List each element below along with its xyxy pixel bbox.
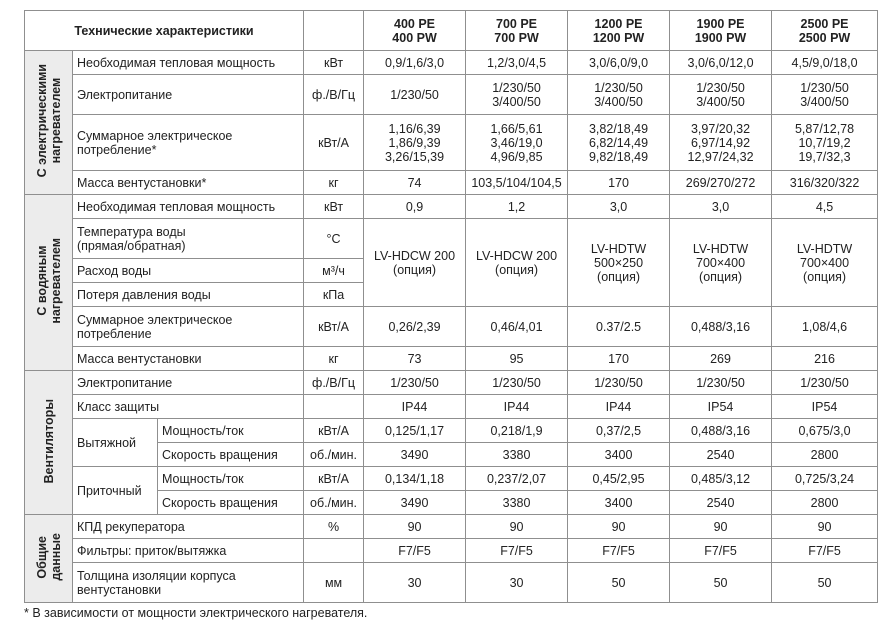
spec-table: [24, 10, 878, 603]
coil-cell: LV-HDTW 700×400 (опция): [670, 219, 772, 307]
row-unit: кВт: [304, 51, 364, 75]
table-row: [25, 515, 878, 539]
cell-value: 90: [466, 515, 568, 539]
group-label-text: С водяным нагревателем: [34, 238, 63, 324]
cell-value: 2800: [772, 491, 878, 515]
cell-value: 1/230/50: [670, 371, 772, 395]
table-row: [25, 219, 878, 259]
table-row: [25, 115, 878, 171]
row-unit: ф./В/Гц: [304, 75, 364, 115]
row-label: Класс защиты: [73, 395, 304, 419]
model-header: 2500 PE 2500 PW: [772, 11, 878, 51]
cell-value: IP54: [772, 395, 878, 419]
row-unit: °С: [304, 219, 364, 259]
row-unit: м³/ч: [304, 259, 364, 283]
model-header: 700 PE 700 PW: [466, 11, 568, 51]
row-label: КПД рекуператора: [73, 515, 304, 539]
cell-value: 3490: [364, 443, 466, 467]
table-row: [25, 563, 878, 603]
row-label: Толщина изоляции корпуса вентустановки: [73, 563, 304, 603]
model-header: 1900 PE 1900 PW: [670, 11, 772, 51]
cell-value: 2800: [772, 443, 878, 467]
footnote: * В зависимости от мощности электрического нагревателя.: [24, 606, 368, 620]
cell-value: 1,2/3,0/4,5: [466, 51, 568, 75]
cell-value: 269/270/272: [670, 171, 772, 195]
cell-value: 1/230/50: [364, 75, 466, 115]
cell-value: 216: [772, 347, 878, 371]
row-unit: кг: [304, 347, 364, 371]
cell-value: 50: [670, 563, 772, 603]
row-label: Масса вентустановки: [73, 347, 304, 371]
cell-value: 1/230/50: [772, 371, 878, 395]
row-label: Электропитание: [73, 75, 304, 115]
row-label: Мощность/ток: [158, 419, 304, 443]
group-label-fans: [25, 371, 73, 515]
cell-value: 103,5/104/104,5: [466, 171, 568, 195]
cell-value: 90: [364, 515, 466, 539]
row-label: Температура воды (прямая/обратная): [73, 219, 304, 259]
cell-value: 170: [568, 347, 670, 371]
table-row: [25, 195, 878, 219]
cell-value: F7/F5: [568, 539, 670, 563]
cell-value: 50: [772, 563, 878, 603]
table-title: Технические характеристики: [25, 11, 304, 51]
group-label-text: Общие данные: [34, 533, 63, 581]
table-row: [25, 371, 878, 395]
cell-value: 0,675/3,0: [772, 419, 878, 443]
group-label-water: [25, 195, 73, 371]
cell-value: IP54: [670, 395, 772, 419]
row-label: Суммарное электрическое потребление*: [73, 115, 304, 171]
cell-value: F7/F5: [364, 539, 466, 563]
row-unit: кВт/А: [304, 115, 364, 171]
row-unit: [304, 539, 364, 563]
table-row: [25, 171, 878, 195]
coil-cell: LV-HDCW 200 (опция): [466, 219, 568, 307]
cell-value: F7/F5: [670, 539, 772, 563]
cell-value: 1/230/50: [568, 371, 670, 395]
cell-value: 90: [772, 515, 878, 539]
row-unit: кг: [304, 171, 364, 195]
cell-value: IP44: [466, 395, 568, 419]
cell-value: 0,46/4,01: [466, 307, 568, 347]
row-label: Необходимая тепловая мощность: [73, 195, 304, 219]
row-unit: кВт: [304, 195, 364, 219]
cell-value: 0,488/3,16: [670, 419, 772, 443]
coil-cell: LV-HDTW 700×400 (опция): [772, 219, 878, 307]
subgroup-label-exhaust: Вытяжной: [73, 419, 158, 467]
cell-value: 3380: [466, 443, 568, 467]
cell-value: 50: [568, 563, 670, 603]
cell-value: 1,08/4,6: [772, 307, 878, 347]
header-row: [25, 11, 878, 51]
cell-value: 3,97/20,32 6,97/14,92 12,97/24,32: [670, 115, 772, 171]
cell-value: 0,725/3,24: [772, 467, 878, 491]
cell-value: 1,16/6,39 1,86/9,39 3,26/15,39: [364, 115, 466, 171]
spec-table-container: [24, 10, 878, 603]
row-unit: кВт/А: [304, 467, 364, 491]
cell-value: 1/230/50 3/400/50: [568, 75, 670, 115]
cell-value: 0,9: [364, 195, 466, 219]
cell-value: 3,0/6,0/12,0: [670, 51, 772, 75]
cell-value: 4,5: [772, 195, 878, 219]
cell-value: 30: [364, 563, 466, 603]
cell-value: 90: [670, 515, 772, 539]
cell-value: IP44: [364, 395, 466, 419]
row-label: Необходимая тепловая мощность: [73, 51, 304, 75]
coil-cell: LV-HDCW 200 (опция): [364, 219, 466, 307]
cell-value: 0,9/1,6/3,0: [364, 51, 466, 75]
group-label-electric: [25, 51, 73, 195]
row-label: Фильтры: приток/вытяжка: [73, 539, 304, 563]
cell-value: 0.37/2.5: [568, 307, 670, 347]
cell-value: 1/230/50 3/400/50: [772, 75, 878, 115]
cell-value: 73: [364, 347, 466, 371]
row-unit: %: [304, 515, 364, 539]
cell-value: 3,0: [568, 195, 670, 219]
table-row: [25, 75, 878, 115]
row-label: Электропитание: [73, 371, 304, 395]
cell-value: 3,0: [670, 195, 772, 219]
table-row: [25, 467, 878, 491]
group-label-general: [25, 515, 73, 603]
cell-value: 0,45/2,95: [568, 467, 670, 491]
row-label: Потеря давления воды: [73, 283, 304, 307]
cell-value: 2540: [670, 443, 772, 467]
table-row: [25, 419, 878, 443]
table-row: [25, 395, 878, 419]
cell-value: 0,26/2,39: [364, 307, 466, 347]
cell-value: 1,66/5,61 3,46/19,0 4,96/9,85: [466, 115, 568, 171]
cell-value: 1/230/50: [364, 371, 466, 395]
cell-value: 2540: [670, 491, 772, 515]
row-label: Мощность/ток: [158, 467, 304, 491]
cell-value: IP44: [568, 395, 670, 419]
cell-value: 1/230/50 3/400/50: [466, 75, 568, 115]
coil-cell: LV-HDTW 500×250 (опция): [568, 219, 670, 307]
table-row: [25, 51, 878, 75]
model-header: 1200 PE 1200 PW: [568, 11, 670, 51]
row-label: Суммарное электрическое потребление: [73, 307, 304, 347]
row-unit: ф./В/Гц: [304, 371, 364, 395]
cell-value: 1/230/50 3/400/50: [670, 75, 772, 115]
cell-value: 3,0/6,0/9,0: [568, 51, 670, 75]
row-label: Масса вентустановки*: [73, 171, 304, 195]
row-unit: мм: [304, 563, 364, 603]
cell-value: 3400: [568, 491, 670, 515]
row-label: Расход воды: [73, 259, 304, 283]
unit-header: [304, 11, 364, 51]
cell-value: 316/320/322: [772, 171, 878, 195]
cell-value: 0,237/2,07: [466, 467, 568, 491]
cell-value: F7/F5: [772, 539, 878, 563]
cell-value: 74: [364, 171, 466, 195]
row-unit: об./мин.: [304, 443, 364, 467]
row-unit: [304, 395, 364, 419]
group-label-text: Вентиляторы: [41, 398, 56, 484]
cell-value: 3,82/18,49 6,82/14,49 9,82/18,49: [568, 115, 670, 171]
cell-value: 1/230/50: [466, 371, 568, 395]
cell-value: 0,485/3,12: [670, 467, 772, 491]
row-unit: об./мин.: [304, 491, 364, 515]
group-label-text: С электрическими нагревателем: [34, 64, 63, 178]
subgroup-label-supply: Приточный: [73, 467, 158, 515]
cell-value: 0,134/1,18: [364, 467, 466, 491]
cell-value: 30: [466, 563, 568, 603]
cell-value: 0,218/1,9: [466, 419, 568, 443]
cell-value: F7/F5: [466, 539, 568, 563]
cell-value: 269: [670, 347, 772, 371]
cell-value: 0,125/1,17: [364, 419, 466, 443]
cell-value: 1,2: [466, 195, 568, 219]
row-unit: кПа: [304, 283, 364, 307]
cell-value: 3380: [466, 491, 568, 515]
cell-value: 4,5/9,0/18,0: [772, 51, 878, 75]
row-label: Скорость вращения: [158, 443, 304, 467]
row-label: Скорость вращения: [158, 491, 304, 515]
cell-value: 3400: [568, 443, 670, 467]
row-unit: кВт/А: [304, 419, 364, 443]
row-unit: кВт/А: [304, 307, 364, 347]
table-row: [25, 307, 878, 347]
cell-value: 90: [568, 515, 670, 539]
model-header: 400 PE 400 PW: [364, 11, 466, 51]
cell-value: 170: [568, 171, 670, 195]
cell-value: 3490: [364, 491, 466, 515]
cell-value: 5,87/12,78 10,7/19,2 19,7/32,3: [772, 115, 878, 171]
cell-value: 0,37/2,5: [568, 419, 670, 443]
cell-value: 0,488/3,16: [670, 307, 772, 347]
table-row: [25, 347, 878, 371]
table-row: [25, 539, 878, 563]
cell-value: 95: [466, 347, 568, 371]
